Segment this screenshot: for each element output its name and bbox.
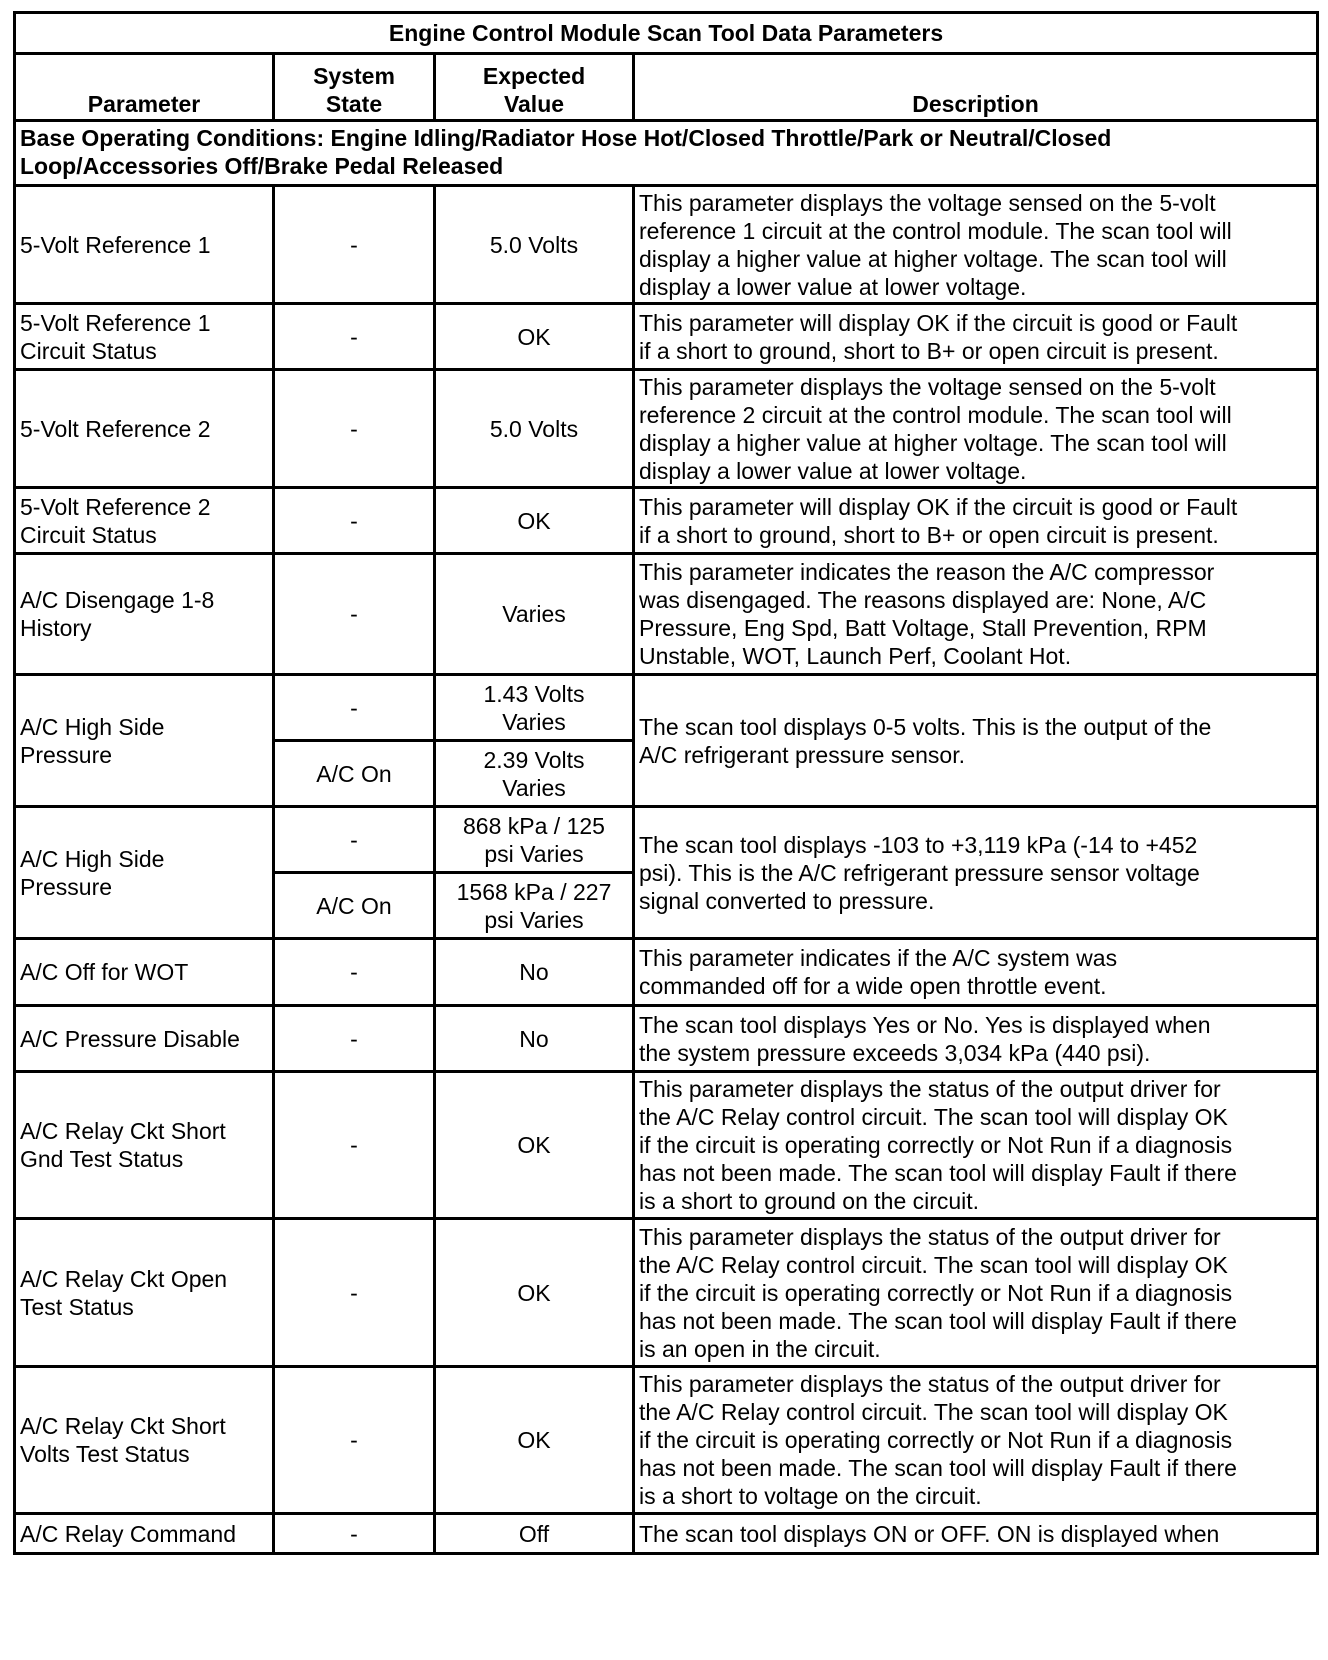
description-cell: The scan tool displays -103 to +3,119 kPa (-14 to +452 psi). This is the A/C refrigerant pressure sensor voltage signal converted to pressure. (634, 807, 1318, 939)
system-state-cell: - (274, 488, 435, 554)
expected-value-cell: OK (435, 1219, 634, 1367)
parameter-cell: A/C Relay Ckt Short Volts Test Status (15, 1367, 274, 1514)
table-row (15, 1072, 1318, 1219)
description-cell: This parameter will display OK if the circuit is good or Fault if a short to ground, short to B+ or open circuit is present. (634, 488, 1318, 554)
description-cell: This parameter displays the status of the output driver for the A/C Relay control circuit. The scan tool will display OK if the circuit is operating correctly or Not Run if a diagnosis has not been made. The scan tool will display Fault if there is a short to ground on the circuit. (634, 1072, 1318, 1219)
header-expected-value: Expected Value (435, 54, 634, 121)
parameter-cell: A/C Off for WOT (15, 939, 274, 1006)
system-state-cell: A/C On (274, 741, 435, 807)
system-state-cell: - (274, 675, 435, 741)
expected-value-cell: OK (435, 1072, 634, 1219)
table-row (15, 488, 1318, 554)
expected-value-cell: Varies (435, 554, 634, 675)
header-parameter: Parameter (15, 54, 274, 121)
parameter-cell: 5-Volt Reference 2 (15, 370, 274, 488)
system-state-cell: - (274, 1514, 435, 1554)
expected-value-cell: Off (435, 1514, 634, 1554)
system-state-cell: - (274, 939, 435, 1006)
base-operating-conditions: Base Operating Conditions: Engine Idling/Radiator Hose Hot/Closed Throttle/Park or Neutral/Closed Loop/Accessories Off/Brake Pedal Released (15, 121, 1318, 186)
parameter-cell: A/C High Side Pressure (15, 807, 274, 939)
system-state-cell: - (274, 807, 435, 873)
description-cell: This parameter will display OK if the circuit is good or Fault if a short to ground, short to B+ or open circuit is present. (634, 304, 1318, 370)
parameter-cell: A/C Pressure Disable (15, 1006, 274, 1072)
table-row (15, 675, 1318, 741)
system-state-cell: - (274, 1367, 435, 1514)
table-body (15, 186, 1318, 1554)
expected-value-cell: 2.39 Volts Varies (435, 741, 634, 807)
description-cell: The scan tool displays Yes or No. Yes is displayed when the system pressure exceeds 3,034 kPa (440 psi). (634, 1006, 1318, 1072)
parameter-cell: A/C Relay Command (15, 1514, 274, 1554)
system-state-cell: - (274, 1006, 435, 1072)
table-row (15, 370, 1318, 488)
system-state-cell: A/C On (274, 873, 435, 939)
table-row (15, 1367, 1318, 1514)
expected-value-cell: 5.0 Volts (435, 370, 634, 488)
parameter-cell: 5-Volt Reference 1 (15, 186, 274, 304)
table-row (15, 186, 1318, 304)
description-cell: This parameter displays the status of the output driver for the A/C Relay control circuit. The scan tool will display OK if the circuit is operating correctly or Not Run if a diagnosis has not been made. The scan tool will display Fault if there is a short to voltage on the circuit. (634, 1367, 1318, 1514)
header-system-state: System State (274, 54, 435, 121)
expected-value-cell: 1.43 Volts Varies (435, 675, 634, 741)
description-cell: This parameter displays the voltage sensed on the 5-volt reference 2 circuit at the control module. The scan tool will display a higher value at higher voltage. The scan tool will display a lower value at lower voltage. (634, 370, 1318, 488)
parameter-cell: 5-Volt Reference 2 Circuit Status (15, 488, 274, 554)
table-title: Engine Control Module Scan Tool Data Parameters (15, 13, 1318, 54)
expected-value-cell: OK (435, 1367, 634, 1514)
expected-value-cell: 5.0 Volts (435, 186, 634, 304)
expected-value-cell: OK (435, 488, 634, 554)
description-cell: This parameter indicates the reason the A/C compressor was disengaged. The reasons displayed are: None, A/C Pressure, Eng Spd, Batt Voltage, Stall Prevention, RPM Unstable, WOT, Launch Perf, Coolant Hot. (634, 554, 1318, 675)
expected-value-cell: OK (435, 304, 634, 370)
expected-value-cell: 868 kPa / 125 psi Varies (435, 807, 634, 873)
expected-value-cell: No (435, 939, 634, 1006)
system-state-cell: - (274, 370, 435, 488)
system-state-cell: - (274, 1219, 435, 1367)
table-row (15, 939, 1318, 1006)
scan-tool-data-table (13, 11, 1319, 1555)
description-cell: This parameter displays the voltage sensed on the 5-volt reference 1 circuit at the control module. The scan tool will display a higher value at higher voltage. The scan tool will display a lower value at lower voltage. (634, 186, 1318, 304)
description-cell: The scan tool displays 0-5 volts. This is the output of the A/C refrigerant pressure sensor. (634, 675, 1318, 807)
header-description: Description (634, 54, 1318, 121)
parameter-cell: A/C High Side Pressure (15, 675, 274, 807)
system-state-cell: - (274, 554, 435, 675)
parameter-cell: A/C Relay Ckt Short Gnd Test Status (15, 1072, 274, 1219)
parameter-cell: A/C Disengage 1-8 History (15, 554, 274, 675)
table-row (15, 1006, 1318, 1072)
expected-value-cell: 1568 kPa / 227 psi Varies (435, 873, 634, 939)
table-row (15, 1219, 1318, 1367)
table-row (15, 807, 1318, 873)
parameter-cell: A/C Relay Ckt Open Test Status (15, 1219, 274, 1367)
table-row (15, 1514, 1318, 1554)
description-cell: This parameter displays the status of the output driver for the A/C Relay control circuit. The scan tool will display OK if the circuit is operating correctly or Not Run if a diagnosis has not been made. The scan tool will display Fault if there is an open in the circuit. (634, 1219, 1318, 1367)
description-cell: The scan tool displays ON or OFF. ON is displayed when (634, 1514, 1318, 1554)
parameter-cell: 5-Volt Reference 1 Circuit Status (15, 304, 274, 370)
system-state-cell: - (274, 1072, 435, 1219)
system-state-cell: - (274, 186, 435, 304)
expected-value-cell: No (435, 1006, 634, 1072)
system-state-cell: - (274, 304, 435, 370)
description-cell: This parameter indicates if the A/C system was commanded off for a wide open throttle event. (634, 939, 1318, 1006)
table-row (15, 554, 1318, 675)
table-row (15, 304, 1318, 370)
